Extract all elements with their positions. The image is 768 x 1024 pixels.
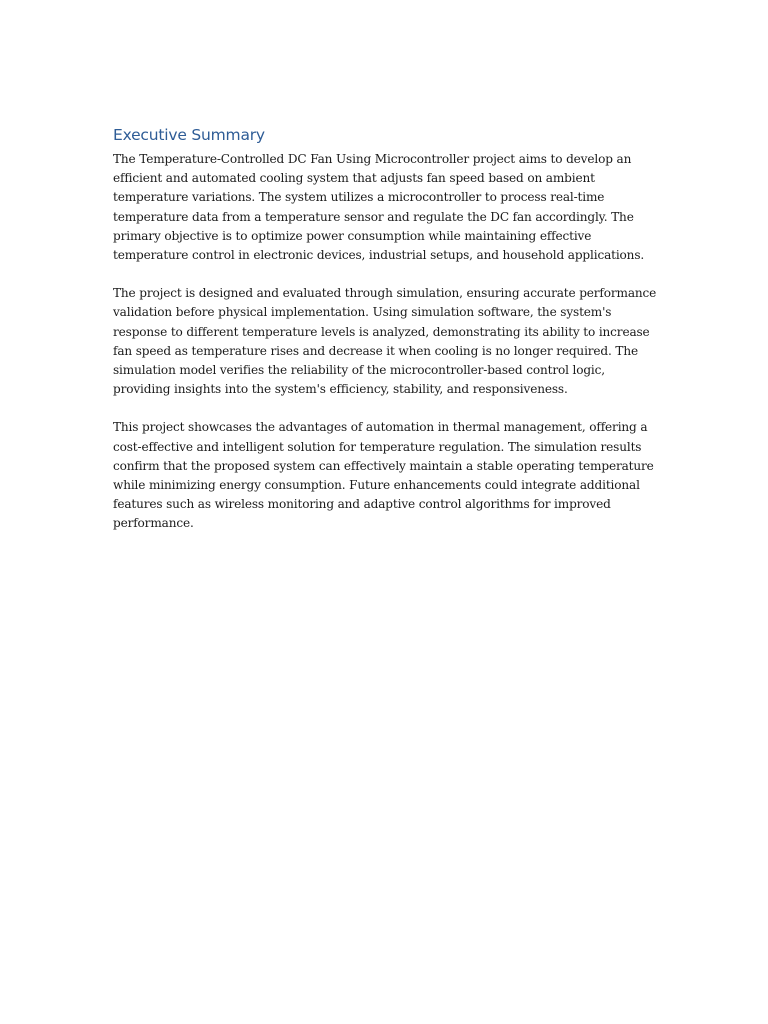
paragraph-line: providing insights into the system's efficiency, stability, and responsiveness. xyxy=(113,382,568,397)
paragraph-line: temperature control in electronic devices, industrial setups, and household applications. xyxy=(113,248,645,263)
paragraph-line: temperature variations. The system utilizes a microcontroller to process real-time xyxy=(113,190,605,205)
paragraph-line: The project is designed and evaluated through simulation, ensuring accurate performance xyxy=(113,286,657,301)
paragraph-line: This project showcases the advantages of automation in thermal management, offering a xyxy=(113,420,648,435)
section-heading: Executive Summary xyxy=(113,126,265,144)
paragraph-line: efficient and automated cooling system that adjusts fan speed based on ambient xyxy=(113,171,595,186)
paragraph-line: simulation model verifies the reliability of the microcontroller-based control logic, xyxy=(113,363,605,378)
paragraph-line: validation before physical implementation. Using simulation software, the system's xyxy=(113,305,612,320)
paragraph-line: fan speed as temperature rises and decrease it when cooling is no longer required. The xyxy=(113,343,638,358)
paragraph-line: cost-effective and intelligent solution for temperature regulation. The simulation results xyxy=(113,439,642,454)
paragraph-1 xyxy=(113,150,653,265)
paragraph-line: primary objective is to optimize power consumption while maintaining effective xyxy=(113,228,592,243)
paragraph-line: confirm that the proposed system can effectively maintain a stable operating temperature xyxy=(113,458,654,473)
paragraph-line: temperature data from a temperature sensor and regulate the DC fan accordingly. The xyxy=(113,209,634,224)
paragraph-line: response to different temperature levels is analyzed, demonstrating its ability to increase xyxy=(113,324,650,339)
paragraph-line: while minimizing energy consumption. Future enhancements could integrate additional xyxy=(113,478,640,493)
paragraph-3 xyxy=(113,418,653,533)
paragraph-line: features such as wireless monitoring and adaptive control algorithms for improved xyxy=(113,497,611,512)
paragraph-2 xyxy=(113,284,657,399)
paragraph-line: The Temperature-Controlled DC Fan Using Microcontroller project aims to develop an xyxy=(113,152,632,166)
document-content xyxy=(113,124,657,553)
paragraph-line: performance. xyxy=(113,516,194,531)
